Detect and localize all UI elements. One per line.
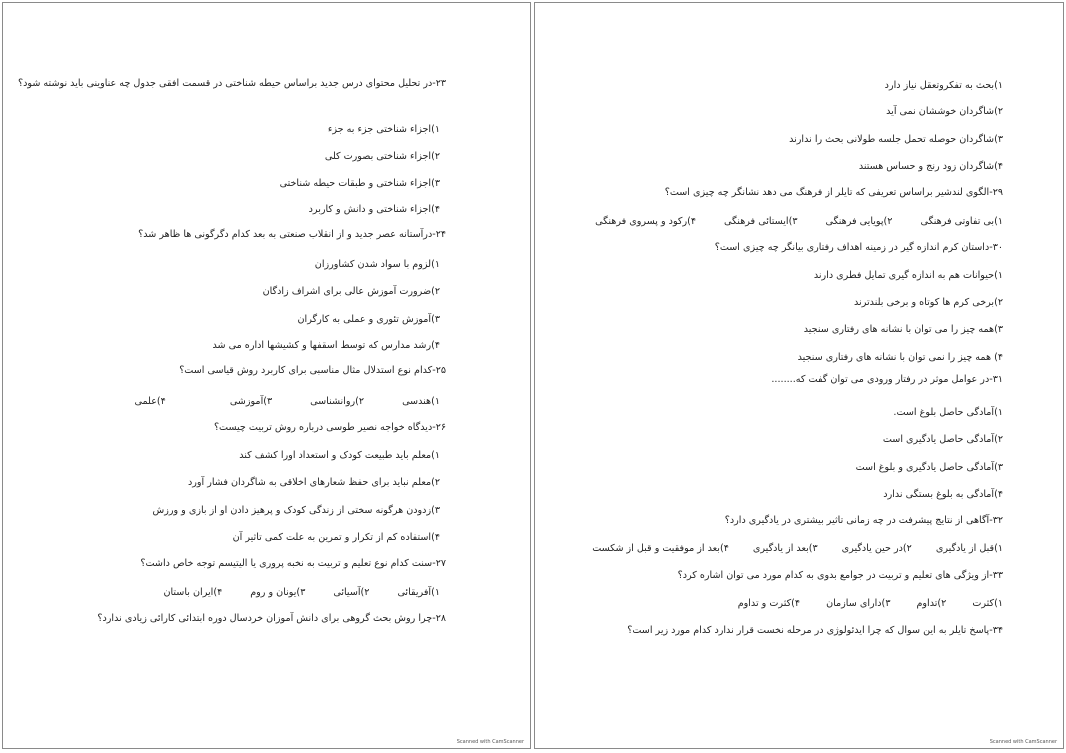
q30-option-4: ۴) همه چیز را نمی توان با نشانه های رفتاری سنجید (797, 352, 1003, 363)
q29-option-2: ۲)پویایی فرهنگی (825, 216, 893, 227)
q28-option-4: ۴)شاگردان زود رنج و حساس هستند (858, 161, 1003, 172)
q24-option-4: ۴)رشد مدارس که توسط اسقفها و کشیشها اداره می شد (212, 340, 440, 351)
q32-option-3: ۳)بعد از یادگیری (752, 543, 818, 554)
q27-options-row (163, 587, 440, 599)
question-23: ۲۳-در تحلیل محتوای درس جدید براساس حیطه شناختی در قسمت افقی جدول چه عناوینی باید نوشته شود؟ (18, 78, 446, 89)
right-page (534, 2, 1064, 749)
q29-options-row (595, 216, 1003, 228)
q26-option-1: ۱)معلم باید طبیعت کودک و استعداد اورا کشف کند (239, 450, 440, 461)
q25-option-1: ۱)هندسی (402, 396, 440, 407)
q33-option-4: ۴)کثرت و تداوم (737, 598, 801, 609)
question-32: ۳۲-آگاهی از نتایج پیشرفت در چه زمانی تاثیر بیشتری در یادگیری دارد؟ (724, 515, 1003, 526)
question-27: ۲۷-سنت کدام نوع تعلیم و تربیت به نخبه پروری یا الیتیسم توجه خاص داشت؟ (140, 558, 446, 569)
q33-option-2: ۲)تداوم (916, 598, 947, 609)
left-page (2, 2, 531, 749)
q24-option-3: ۳)آموزش تئوری و عملی به کارگران (297, 314, 440, 325)
q32-options-row (592, 543, 1003, 555)
question-26: ۲۶-دیدگاه خواجه نصیر طوسی درباره روش تربیت چیست؟ (213, 422, 446, 433)
q25-option-2: ۲)روانشناسی (310, 396, 365, 407)
q29-option-1: ۱)بی تفاوتی فرهنگی (920, 216, 1003, 227)
question-28: ۲۸-چرا روش بحث گروهی برای دانش آموزان خردسال دوره ابتدائی کارائی زیادی ندارد؟ (97, 613, 446, 624)
question-24: ۲۴-درآستانه عصر جدید و از انقلاب صنعتی به بعد کدام دگرگونی ها ظاهر شد؟ (138, 229, 446, 240)
question-29: ۲۹-الگوی لندشیر براساس تعریفی که تایلر از فرهنگ می دهد نشانگر چه چیزی است؟ (664, 187, 1003, 198)
scanner-watermark: Scanned with CamScanner (456, 739, 524, 745)
q27-option-2: ۲)آسیائی (333, 587, 370, 598)
q25-option-3: ۳)آموزشی (229, 396, 273, 407)
q33-option-3: ۳)دارای سازمان (826, 598, 891, 609)
scanner-watermark: Scanned with CamScanner (989, 739, 1057, 745)
q27-option-3: ۳)یونان و روم (250, 587, 306, 598)
question-30: ۳۰-داستان کرم اندازه گیر در زمینه اهداف رفتاری بیانگر چه چیزی است؟ (714, 242, 1003, 253)
q30-option-2: ۲)برخی کرم ها کوتاه و برخی بلندترند (854, 297, 1003, 308)
q23-option-2: ۲)اجزاء شناختی بصورت کلی (324, 151, 440, 162)
q30-option-3: ۳)همه چیز را می توان با نشانه های رفتاری سنجید (803, 324, 1003, 335)
q23-option-4: ۴)اجزاء شناختی و دانش و کاربرد (308, 204, 440, 215)
q31-option-2: ۲)آمادگی حاصل یادگیری است (882, 434, 1003, 445)
q28-option-3: ۳)شاگردان حوصله تحمل جلسه طولانی بحث را ندارند (789, 134, 1003, 145)
q26-option-3: ۳)زدودن هرگونه سختی از زندگی کودک و پرهیز دادن او از بازی و ورزش (152, 505, 440, 516)
q31-option-4: ۴)آمادگی به بلوغ بستگی ندارد (883, 489, 1003, 500)
q29-option-3: ۳)ایستائی فرهنگی (724, 216, 798, 227)
q23-option-3: ۳)اجزاء شناختی و طبقات حیطه شناختی (279, 178, 440, 189)
question-33: ۳۳-از ویژگی های تعلیم و تربیت در جوامع بدوی به کدام مورد می توان اشاره کرد؟ (677, 570, 1003, 581)
question-34: ۳۴-پاسخ تایلر به این سوال که چرا ایدئولوژی در مرحله نخست قرار ندارد کدام مورد زیر است؟ (627, 625, 1003, 636)
q24-option-2: ۲)ضرورت آموزش عالی برای اشراف زادگان (262, 286, 440, 297)
q32-option-4: ۴)بعد از موفقیت و قبل از شکست (592, 543, 729, 554)
q27-option-1: ۱)آفریقائی (397, 587, 440, 598)
q33-option-1: ۱)کثرت (972, 598, 1003, 609)
question-31: ۳۱-در عوامل موثر در رفتار ورودی می توان گفت که........ (771, 374, 1003, 385)
q30-option-1: ۱)حیوانات هم به اندازه گیری تمایل فطری دارند (813, 270, 1003, 281)
q28-option-1: ۱)بحث به تفکروتعقل نیاز دارد (884, 80, 1003, 91)
q24-option-1: ۱)لزوم با سواد شدن کشاورزان (314, 259, 440, 270)
q29-option-4: ۴)رکود و پسروی فرهنگی (595, 216, 697, 227)
q28-option-2: ۲)شاگردان خوششان نمی آید (886, 106, 1003, 117)
q27-option-4: ۴)ایران باستان (163, 587, 223, 598)
q25-option-4: ۴)علمی (134, 396, 166, 407)
q25-options-row (134, 396, 440, 408)
question-25: ۲۵-کدام نوع استدلال مثال مناسبی برای کاربرد روش قیاسی است؟ (179, 365, 446, 376)
q31-option-3: ۳)آمادگی حاصل یادگیری و بلوغ است (855, 462, 1003, 473)
q32-option-2: ۲)در حین یادگیری (841, 543, 912, 554)
q23-option-1: ۱)اجزاء شناختی جزء به جزء (327, 124, 440, 135)
q33-options-row (738, 598, 1003, 610)
q26-option-4: ۴)استفاده کم از تکرار و تمرین به علت کمی تاثیر آن (232, 532, 440, 543)
q31-option-1: ۱)آمادگی حاصل بلوغ است. (893, 407, 1003, 418)
q26-option-2: ۲)معلم نباید برای حفظ شعارهای اخلاقی به شاگردان فشار آورد (187, 477, 440, 488)
q32-option-1: ۱)قبل از یادگیری (935, 543, 1003, 554)
